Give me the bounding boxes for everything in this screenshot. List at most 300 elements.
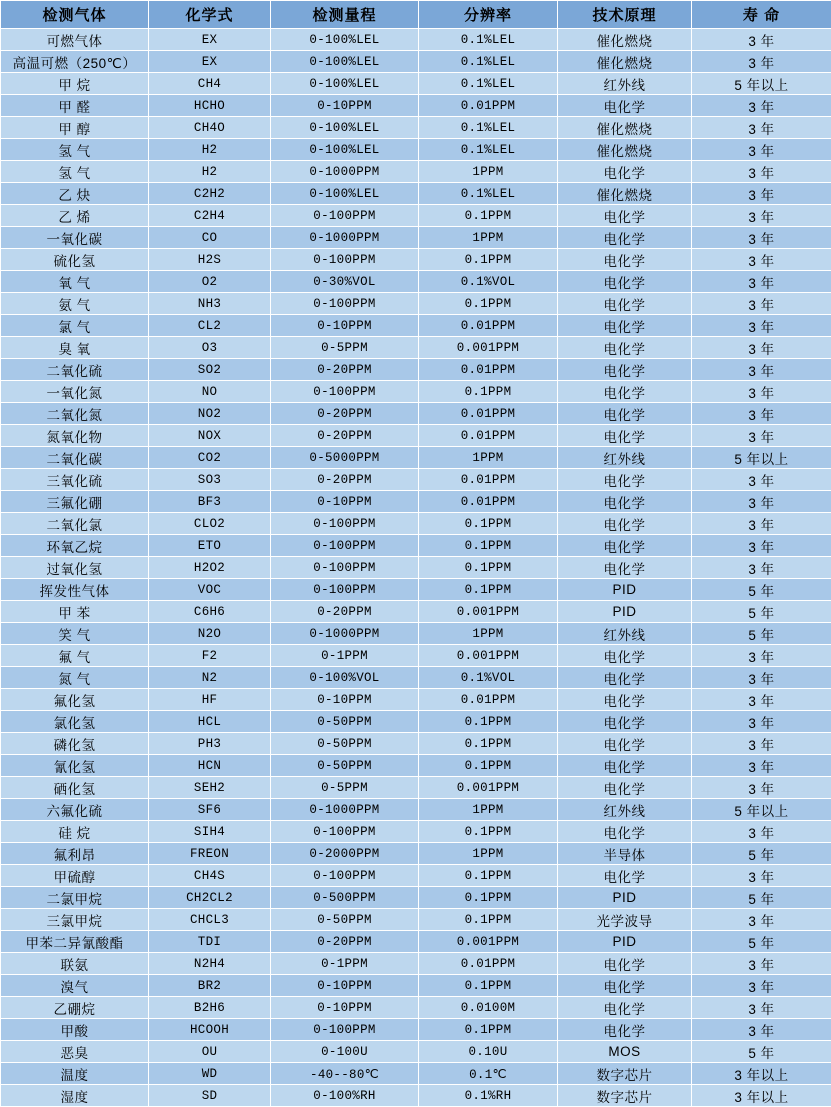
table-row — [1, 29, 831, 51]
cell-formula: CH4 — [149, 73, 271, 95]
table-row — [1, 557, 831, 579]
cell-lifetime: 3 年 — [692, 293, 831, 315]
cell-formula: ETO — [149, 535, 271, 557]
table-row — [1, 755, 831, 777]
cell-lifetime: 5 年以上 — [692, 447, 831, 469]
cell-formula: CLO2 — [149, 513, 271, 535]
cell-gas: 甲硫醇 — [1, 865, 149, 887]
cell-formula: N2H4 — [149, 953, 271, 975]
table-row — [1, 271, 831, 293]
cell-resolution: 0.1%VOL — [419, 667, 558, 689]
cell-resolution: 0.01PPM — [419, 403, 558, 425]
cell-principle: 电化学 — [558, 535, 692, 557]
cell-resolution: 1PPM — [419, 623, 558, 645]
cell-resolution: 0.01PPM — [419, 953, 558, 975]
cell-lifetime: 3 年 — [692, 975, 831, 997]
cell-range: 0-5PPM — [271, 337, 419, 359]
cell-range: 0-1000PPM — [271, 623, 419, 645]
cell-principle: 电化学 — [558, 95, 692, 117]
cell-lifetime: 3 年 — [692, 1019, 831, 1041]
cell-gas: 甲 苯 — [1, 601, 149, 623]
column-header-lifetime: 寿 命 — [692, 1, 831, 29]
cell-resolution: 0.001PPM — [419, 337, 558, 359]
cell-resolution: 0.1PPM — [419, 821, 558, 843]
cell-range: 0-100PPM — [271, 381, 419, 403]
cell-formula: FREON — [149, 843, 271, 865]
cell-principle: 红外线 — [558, 73, 692, 95]
cell-range: 0-1000PPM — [271, 799, 419, 821]
cell-gas: 环氧乙烷 — [1, 535, 149, 557]
cell-resolution: 0.001PPM — [419, 931, 558, 953]
table-row — [1, 887, 831, 909]
table-row — [1, 469, 831, 491]
cell-range: 0-100PPM — [271, 513, 419, 535]
cell-range: 0-50PPM — [271, 755, 419, 777]
cell-lifetime: 3 年 — [692, 997, 831, 1019]
table-row — [1, 293, 831, 315]
cell-formula: NOX — [149, 425, 271, 447]
cell-lifetime: 3 年 — [692, 865, 831, 887]
cell-principle: 电化学 — [558, 161, 692, 183]
cell-principle: 电化学 — [558, 425, 692, 447]
cell-lifetime: 3 年 — [692, 249, 831, 271]
cell-lifetime: 3 年 — [692, 755, 831, 777]
cell-formula: O2 — [149, 271, 271, 293]
cell-formula: BF3 — [149, 491, 271, 513]
cell-range: 0-2000PPM — [271, 843, 419, 865]
cell-formula: H2 — [149, 161, 271, 183]
cell-principle: 电化学 — [558, 491, 692, 513]
cell-formula: N2 — [149, 667, 271, 689]
cell-resolution: 0.1PPM — [419, 249, 558, 271]
cell-range: 0-30%VOL — [271, 271, 419, 293]
column-header-range: 检测量程 — [271, 1, 419, 29]
cell-range: 0-100PPM — [271, 865, 419, 887]
cell-lifetime: 3 年 — [692, 689, 831, 711]
cell-formula: SEH2 — [149, 777, 271, 799]
cell-lifetime: 3 年 — [692, 271, 831, 293]
cell-principle: 电化学 — [558, 711, 692, 733]
cell-gas: 二氧化氮 — [1, 403, 149, 425]
cell-principle: 电化学 — [558, 381, 692, 403]
table-row — [1, 161, 831, 183]
cell-formula: HF — [149, 689, 271, 711]
cell-resolution: 0.10U — [419, 1041, 558, 1063]
cell-gas: 过氧化氢 — [1, 557, 149, 579]
cell-range: 0-20PPM — [271, 469, 419, 491]
cell-formula: C2H2 — [149, 183, 271, 205]
cell-gas: 湿度 — [1, 1085, 149, 1107]
table-body — [1, 29, 831, 1107]
cell-range: 0-100PPM — [271, 1019, 419, 1041]
cell-lifetime: 3 年 — [692, 227, 831, 249]
cell-formula: SO3 — [149, 469, 271, 491]
cell-principle: PID — [558, 579, 692, 601]
cell-lifetime: 3 年 — [692, 315, 831, 337]
cell-formula: B2H6 — [149, 997, 271, 1019]
cell-principle: 催化燃烧 — [558, 139, 692, 161]
cell-lifetime: 3 年 — [692, 491, 831, 513]
table-row — [1, 491, 831, 513]
cell-resolution: 0.01PPM — [419, 315, 558, 337]
cell-gas: 氢 气 — [1, 161, 149, 183]
cell-gas: 三氧化硫 — [1, 469, 149, 491]
cell-lifetime: 3 年 — [692, 425, 831, 447]
cell-range: 0-20PPM — [271, 403, 419, 425]
cell-resolution: 0.1%VOL — [419, 271, 558, 293]
cell-gas: 氯化氢 — [1, 711, 149, 733]
cell-principle: 数字芯片 — [558, 1063, 692, 1085]
table-row — [1, 315, 831, 337]
cell-principle: PID — [558, 601, 692, 623]
cell-formula: SO2 — [149, 359, 271, 381]
cell-lifetime: 3 年 — [692, 117, 831, 139]
cell-formula: F2 — [149, 645, 271, 667]
cell-resolution: 0.01PPM — [419, 95, 558, 117]
cell-formula: N2O — [149, 623, 271, 645]
column-header-principle: 技术原理 — [558, 1, 692, 29]
cell-resolution: 0.1%LEL — [419, 73, 558, 95]
cell-gas: 高温可燃（250℃） — [1, 51, 149, 73]
cell-lifetime: 3 年 — [692, 337, 831, 359]
cell-gas: 一氧化碳 — [1, 227, 149, 249]
cell-lifetime: 5 年以上 — [692, 73, 831, 95]
cell-resolution: 1PPM — [419, 843, 558, 865]
cell-range: -40--80℃ — [271, 1063, 419, 1085]
cell-lifetime: 3 年 — [692, 909, 831, 931]
cell-range: 0-100%LEL — [271, 51, 419, 73]
cell-formula: O3 — [149, 337, 271, 359]
cell-range: 0-5000PPM — [271, 447, 419, 469]
cell-gas: 二氧化硫 — [1, 359, 149, 381]
cell-range: 0-100PPM — [271, 821, 419, 843]
table-row — [1, 733, 831, 755]
cell-range: 0-100%VOL — [271, 667, 419, 689]
cell-range: 0-100%LEL — [271, 117, 419, 139]
cell-lifetime: 3 年 — [692, 139, 831, 161]
cell-lifetime: 5 年 — [692, 931, 831, 953]
table-row — [1, 689, 831, 711]
cell-resolution: 1PPM — [419, 227, 558, 249]
column-header-gas: 检测气体 — [1, 1, 149, 29]
cell-gas: 溴气 — [1, 975, 149, 997]
cell-resolution: 0.1PPM — [419, 755, 558, 777]
cell-resolution: 0.01PPM — [419, 425, 558, 447]
cell-range: 0-20PPM — [271, 425, 419, 447]
cell-gas: 一氧化氮 — [1, 381, 149, 403]
cell-principle: 电化学 — [558, 403, 692, 425]
cell-principle: 电化学 — [558, 975, 692, 997]
table-row — [1, 139, 831, 161]
cell-formula: EX — [149, 29, 271, 51]
cell-formula: H2 — [149, 139, 271, 161]
cell-gas: 二氧化碳 — [1, 447, 149, 469]
table-row — [1, 337, 831, 359]
cell-formula: SF6 — [149, 799, 271, 821]
cell-principle: 电化学 — [558, 953, 692, 975]
cell-principle: 电化学 — [558, 733, 692, 755]
table-row — [1, 1019, 831, 1041]
cell-range: 0-100PPM — [271, 579, 419, 601]
table-row — [1, 447, 831, 469]
table-row — [1, 667, 831, 689]
cell-formula: VOC — [149, 579, 271, 601]
cell-lifetime: 3 年 — [692, 711, 831, 733]
cell-resolution: 0.1PPM — [419, 205, 558, 227]
cell-resolution: 0.1PPM — [419, 733, 558, 755]
cell-principle: 催化燃烧 — [558, 117, 692, 139]
cell-gas: 氯 气 — [1, 315, 149, 337]
cell-principle: 红外线 — [558, 623, 692, 645]
cell-range: 0-100%LEL — [271, 29, 419, 51]
cell-gas: 氰化氢 — [1, 755, 149, 777]
table-row — [1, 645, 831, 667]
cell-formula: CH2CL2 — [149, 887, 271, 909]
cell-range: 0-10PPM — [271, 689, 419, 711]
cell-resolution: 0.1PPM — [419, 909, 558, 931]
cell-lifetime: 3 年 — [692, 205, 831, 227]
cell-gas: 甲酸 — [1, 1019, 149, 1041]
cell-principle: 电化学 — [558, 689, 692, 711]
cell-range: 0-100PPM — [271, 205, 419, 227]
cell-gas: 磷化氢 — [1, 733, 149, 755]
cell-range: 0-100%LEL — [271, 73, 419, 95]
cell-principle: 光学波导 — [558, 909, 692, 931]
cell-gas: 甲苯二异氰酸酯 — [1, 931, 149, 953]
cell-gas: 氟化氢 — [1, 689, 149, 711]
table-row — [1, 1063, 831, 1085]
cell-formula: H2S — [149, 249, 271, 271]
cell-principle: 电化学 — [558, 271, 692, 293]
cell-range: 0-100PPM — [271, 535, 419, 557]
cell-resolution: 0.1PPM — [419, 381, 558, 403]
table-row — [1, 711, 831, 733]
cell-resolution: 0.1PPM — [419, 887, 558, 909]
cell-range: 0-10PPM — [271, 95, 419, 117]
cell-lifetime: 3 年 — [692, 667, 831, 689]
column-header-formula: 化学式 — [149, 1, 271, 29]
cell-resolution: 0.1PPM — [419, 975, 558, 997]
cell-principle: 电化学 — [558, 469, 692, 491]
table-row — [1, 403, 831, 425]
table-row — [1, 623, 831, 645]
cell-gas: 二氯甲烷 — [1, 887, 149, 909]
cell-gas: 挥发性气体 — [1, 579, 149, 601]
cell-lifetime: 3 年 — [692, 645, 831, 667]
cell-range: 0-100PPM — [271, 557, 419, 579]
cell-principle: 电化学 — [558, 249, 692, 271]
cell-principle: PID — [558, 887, 692, 909]
cell-principle: 电化学 — [558, 205, 692, 227]
cell-lifetime: 3 年 — [692, 381, 831, 403]
cell-range: 0-10PPM — [271, 975, 419, 997]
cell-resolution: 0.1PPM — [419, 711, 558, 733]
cell-lifetime: 3 年 — [692, 777, 831, 799]
cell-principle: 电化学 — [558, 821, 692, 843]
cell-formula: HCOOH — [149, 1019, 271, 1041]
cell-formula: CL2 — [149, 315, 271, 337]
cell-gas: 氟 气 — [1, 645, 149, 667]
cell-principle: 数字芯片 — [558, 1085, 692, 1107]
cell-resolution: 0.01PPM — [419, 359, 558, 381]
cell-gas: 硅 烷 — [1, 821, 149, 843]
cell-lifetime: 5 年 — [692, 601, 831, 623]
cell-gas: 六氟化硫 — [1, 799, 149, 821]
cell-lifetime: 3 年 — [692, 403, 831, 425]
table-row — [1, 51, 831, 73]
cell-gas: 三氯甲烷 — [1, 909, 149, 931]
cell-resolution: 0.1%LEL — [419, 183, 558, 205]
table-row — [1, 227, 831, 249]
cell-formula: OU — [149, 1041, 271, 1063]
cell-lifetime: 3 年 — [692, 821, 831, 843]
cell-principle: 电化学 — [558, 645, 692, 667]
cell-lifetime: 3 年以上 — [692, 1085, 831, 1107]
cell-lifetime: 3 年 — [692, 29, 831, 51]
table-row — [1, 601, 831, 623]
table-row — [1, 579, 831, 601]
cell-range: 0-10PPM — [271, 997, 419, 1019]
cell-resolution: 1PPM — [419, 799, 558, 821]
table-row — [1, 117, 831, 139]
cell-resolution: 0.001PPM — [419, 645, 558, 667]
cell-gas: 氮 气 — [1, 667, 149, 689]
cell-lifetime: 3 年 — [692, 95, 831, 117]
table-header-row — [1, 1, 831, 29]
cell-principle: 红外线 — [558, 447, 692, 469]
cell-range: 0-100%LEL — [271, 183, 419, 205]
cell-principle: 催化燃烧 — [558, 51, 692, 73]
table-row — [1, 843, 831, 865]
cell-range: 0-100%RH — [271, 1085, 419, 1107]
cell-principle: 半导体 — [558, 843, 692, 865]
cell-formula: H2O2 — [149, 557, 271, 579]
table-row — [1, 997, 831, 1019]
cell-gas: 臭 氧 — [1, 337, 149, 359]
table-row — [1, 381, 831, 403]
cell-gas: 温度 — [1, 1063, 149, 1085]
cell-formula: NO — [149, 381, 271, 403]
table-row — [1, 821, 831, 843]
table-row — [1, 359, 831, 381]
cell-gas: 联氨 — [1, 953, 149, 975]
cell-lifetime: 3 年 — [692, 359, 831, 381]
table-row — [1, 1085, 831, 1107]
cell-formula: TDI — [149, 931, 271, 953]
cell-lifetime: 3 年 — [692, 161, 831, 183]
cell-range: 0-20PPM — [271, 601, 419, 623]
cell-gas: 氧 气 — [1, 271, 149, 293]
cell-range: 0-10PPM — [271, 491, 419, 513]
cell-resolution: 0.0100M — [419, 997, 558, 1019]
cell-lifetime: 5 年 — [692, 887, 831, 909]
cell-resolution: 0.1%LEL — [419, 51, 558, 73]
cell-principle: 电化学 — [558, 557, 692, 579]
cell-resolution: 0.01PPM — [419, 469, 558, 491]
table-row — [1, 205, 831, 227]
cell-resolution: 0.1PPM — [419, 293, 558, 315]
cell-resolution: 1PPM — [419, 161, 558, 183]
cell-resolution: 0.001PPM — [419, 777, 558, 799]
column-header-resolution: 分辨率 — [419, 1, 558, 29]
cell-range: 0-1000PPM — [271, 227, 419, 249]
cell-resolution: 0.1℃ — [419, 1063, 558, 1085]
cell-principle: 电化学 — [558, 293, 692, 315]
cell-lifetime: 3 年 — [692, 183, 831, 205]
cell-gas: 甲 烷 — [1, 73, 149, 95]
cell-principle: 电化学 — [558, 513, 692, 535]
table-row — [1, 513, 831, 535]
cell-principle: 电化学 — [558, 1019, 692, 1041]
table-row — [1, 73, 831, 95]
cell-resolution: 0.1%LEL — [419, 29, 558, 51]
cell-principle: 电化学 — [558, 359, 692, 381]
cell-gas: 二氧化氯 — [1, 513, 149, 535]
cell-lifetime: 5 年 — [692, 1041, 831, 1063]
cell-principle: 电化学 — [558, 865, 692, 887]
cell-range: 0-10PPM — [271, 315, 419, 337]
cell-resolution: 0.1PPM — [419, 513, 558, 535]
cell-resolution: 0.1PPM — [419, 535, 558, 557]
cell-gas: 乙 烯 — [1, 205, 149, 227]
cell-range: 0-100%LEL — [271, 139, 419, 161]
cell-range: 0-1PPM — [271, 953, 419, 975]
cell-principle: 电化学 — [558, 667, 692, 689]
cell-formula: CH4O — [149, 117, 271, 139]
cell-lifetime: 5 年 — [692, 623, 831, 645]
cell-formula: NO2 — [149, 403, 271, 425]
table-row — [1, 777, 831, 799]
cell-principle: MOS — [558, 1041, 692, 1063]
cell-resolution: 1PPM — [419, 447, 558, 469]
table-row — [1, 953, 831, 975]
cell-gas: 硒化氢 — [1, 777, 149, 799]
cell-resolution: 0.1PPM — [419, 1019, 558, 1041]
cell-resolution: 0.01PPM — [419, 491, 558, 513]
cell-range: 0-5PPM — [271, 777, 419, 799]
cell-formula: C2H4 — [149, 205, 271, 227]
cell-formula: HCN — [149, 755, 271, 777]
cell-lifetime: 5 年 — [692, 579, 831, 601]
cell-formula: NH3 — [149, 293, 271, 315]
cell-range: 0-20PPM — [271, 359, 419, 381]
cell-lifetime: 3 年 — [692, 535, 831, 557]
cell-range: 0-50PPM — [271, 909, 419, 931]
cell-resolution: 0.1PPM — [419, 865, 558, 887]
cell-range: 0-50PPM — [271, 711, 419, 733]
cell-lifetime: 5 年以上 — [692, 799, 831, 821]
cell-range: 0-1000PPM — [271, 161, 419, 183]
cell-formula: BR2 — [149, 975, 271, 997]
cell-gas: 甲 醛 — [1, 95, 149, 117]
cell-range: 0-100U — [271, 1041, 419, 1063]
cell-principle: 催化燃烧 — [558, 29, 692, 51]
cell-lifetime: 5 年 — [692, 843, 831, 865]
cell-lifetime: 3 年 — [692, 733, 831, 755]
cell-gas: 恶臭 — [1, 1041, 149, 1063]
cell-formula: SD — [149, 1085, 271, 1107]
cell-formula: HCL — [149, 711, 271, 733]
cell-gas: 氨 气 — [1, 293, 149, 315]
table-row — [1, 249, 831, 271]
cell-principle: 红外线 — [558, 799, 692, 821]
cell-lifetime: 3 年 — [692, 557, 831, 579]
cell-gas: 可燃气体 — [1, 29, 149, 51]
table-row — [1, 975, 831, 997]
table-row — [1, 1041, 831, 1063]
cell-resolution: 0.001PPM — [419, 601, 558, 623]
cell-formula: HCHO — [149, 95, 271, 117]
